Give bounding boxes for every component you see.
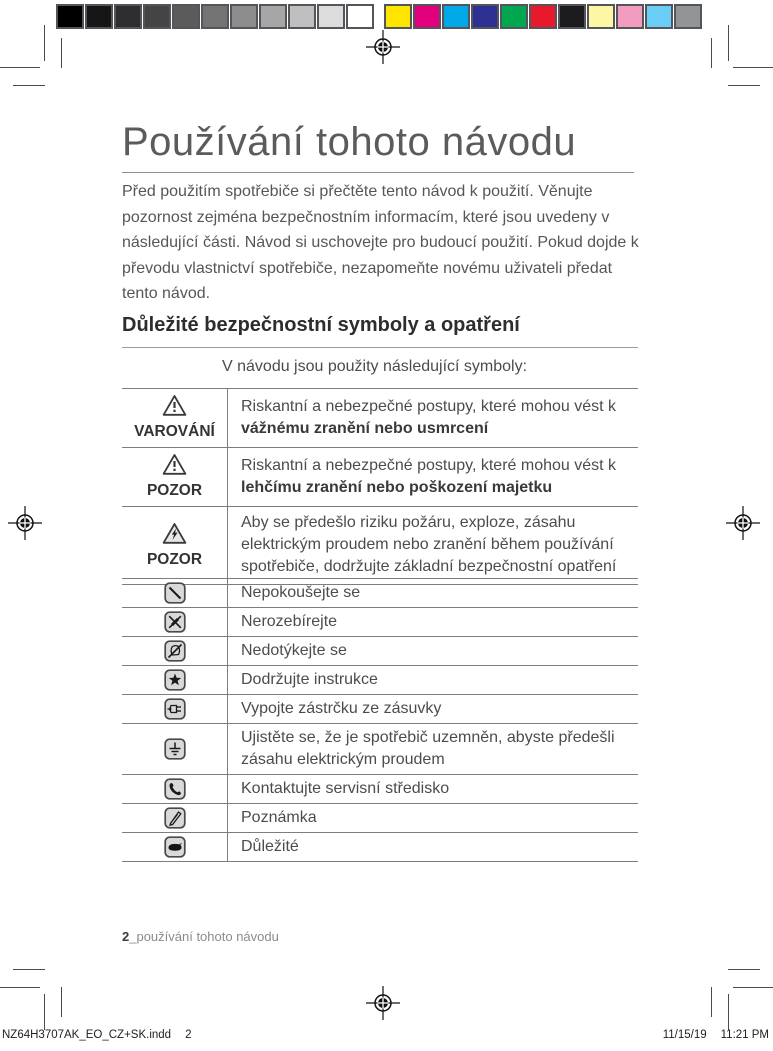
registration-mark-icon <box>366 30 400 64</box>
color-swatch <box>172 4 200 29</box>
table-row <box>122 833 638 862</box>
hazard-text-bold: lehčímu zranění nebo poškození majetku <box>241 478 553 496</box>
registration-mark-icon <box>366 986 400 1020</box>
indd-filename: NZ64H3707AK_EO_CZ+SK.indd <box>2 1029 172 1041</box>
hazard-text: Riskantní a nebezpečné postupy, které mohou vést k <box>241 397 617 415</box>
symbol-meaning: Poznámka <box>228 804 639 833</box>
trim-mark <box>44 994 45 1030</box>
color-swatch <box>143 4 171 29</box>
trim-mark <box>728 85 760 86</box>
table-row <box>122 608 638 637</box>
color-bar-gap <box>375 4 384 29</box>
color-swatch <box>616 4 644 29</box>
color-swatch <box>114 4 142 29</box>
table-row <box>122 637 638 666</box>
print-time: 11:21 PM <box>720 1029 769 1041</box>
symbol-meaning: Ujistěte se, že je spotřebič uzemněn, abyste předešli zásahu elektrickým proudem <box>228 724 639 775</box>
color-swatch <box>674 4 702 29</box>
section-heading: Důležité bezpečnostní symboly a opatření <box>122 314 638 348</box>
indd-page: 2 <box>185 1029 192 1041</box>
color-swatch <box>558 4 586 29</box>
symbol-meaning: Důležité <box>228 833 639 862</box>
symbol-table <box>122 578 638 862</box>
table-row <box>122 507 638 585</box>
table-row <box>122 695 638 724</box>
table-row <box>122 666 638 695</box>
important-icon <box>164 836 186 858</box>
color-swatch <box>56 4 84 29</box>
symbol-meaning: Nepokoušejte se <box>228 579 639 608</box>
follow-instructions-icon <box>164 669 186 691</box>
warning-table <box>122 388 638 585</box>
symbol-meaning: Dodržujte instrukce <box>228 666 639 695</box>
trim-mark <box>711 38 712 68</box>
trim-mark <box>13 969 45 970</box>
trim-mark <box>61 987 62 1017</box>
registration-mark-icon <box>8 506 42 540</box>
ground-icon <box>164 738 186 760</box>
hazard-text-bold: vážnému zranění nebo usmrcení <box>241 419 489 437</box>
table-row <box>122 724 638 775</box>
color-swatch <box>346 4 374 29</box>
trim-mark <box>711 987 712 1017</box>
trim-mark <box>733 987 773 988</box>
table-row <box>122 389 638 448</box>
color-swatch <box>471 4 499 29</box>
do-not-attempt-icon <box>164 582 186 604</box>
color-swatch <box>384 4 412 29</box>
signal-word: VAROVÁNÍ <box>134 423 215 440</box>
symbol-meaning: Nerozebírejte <box>228 608 639 637</box>
footer-label: _používání tohoto návodu <box>129 929 279 944</box>
symbol-meaning: Nedotýkejte se <box>228 637 639 666</box>
page-title: Používání tohoto návodu <box>122 120 634 173</box>
signal-word: POZOR <box>146 550 203 568</box>
color-swatch <box>317 4 345 29</box>
table-row <box>122 579 638 608</box>
trim-mark <box>728 25 729 61</box>
intro-paragraph: Před použitím spotřebiče si přečtěte tento návod k použití. Věnujte pozornost zejména bezpečnostním informacím, které jsou uvedeny v následující části. Návod si uschovejte pro budoucí použití. Pokud dojde k převodu vlastnictví spotřebiče, nezapomeňte novému uživateli předat tento návod. <box>122 183 639 302</box>
color-swatch <box>201 4 229 29</box>
color-swatch <box>230 4 258 29</box>
service-phone-icon <box>164 778 186 800</box>
color-swatch <box>500 4 528 29</box>
table-row <box>122 804 638 833</box>
symbol-meaning: Vypojte zástrčku ze zásuvky <box>228 695 639 724</box>
color-swatch <box>587 4 615 29</box>
symbol-meaning: Kontaktujte servisní středisko <box>228 775 639 804</box>
warning-triangle-icon <box>162 453 187 476</box>
trim-mark <box>44 25 45 61</box>
trim-mark <box>0 67 40 68</box>
trim-mark <box>13 85 45 86</box>
do-not-touch-icon <box>164 640 186 662</box>
color-swatch <box>442 4 470 29</box>
trim-mark <box>733 67 773 68</box>
color-swatch <box>529 4 557 29</box>
electric-hazard-triangle-icon <box>162 522 187 545</box>
color-swatch <box>85 4 113 29</box>
trim-mark <box>728 994 729 1030</box>
color-bar <box>56 4 703 29</box>
color-swatch <box>413 4 441 29</box>
page-footer <box>122 929 279 944</box>
warning-triangle-icon <box>162 394 187 417</box>
table-row <box>122 448 638 507</box>
registration-mark-icon <box>726 506 760 540</box>
symbols-intro: V návodu jsou použity následující symboly: <box>222 358 528 375</box>
hazard-text: Riskantní a nebezpečné postupy, které mohou vést k <box>241 456 617 474</box>
color-swatch <box>645 4 673 29</box>
note-icon <box>164 807 186 829</box>
page-number: 2 <box>122 929 130 944</box>
trim-mark <box>728 969 760 970</box>
table-row <box>122 775 638 804</box>
print-date: 11/15/19 <box>662 1029 707 1041</box>
hazard-text: Aby se předešlo riziku požáru, exploze, zásahu elektrickým proudem nebo zranění během používání spotřebiče, dodržujte základní bezpečnostní opatření <box>241 514 617 575</box>
do-not-disassemble-icon <box>164 611 186 633</box>
unplug-icon <box>164 698 186 720</box>
signal-word: POZOR <box>146 482 203 499</box>
trim-mark <box>0 987 40 988</box>
color-swatch <box>259 4 287 29</box>
color-swatch <box>288 4 316 29</box>
trim-mark <box>61 38 62 68</box>
